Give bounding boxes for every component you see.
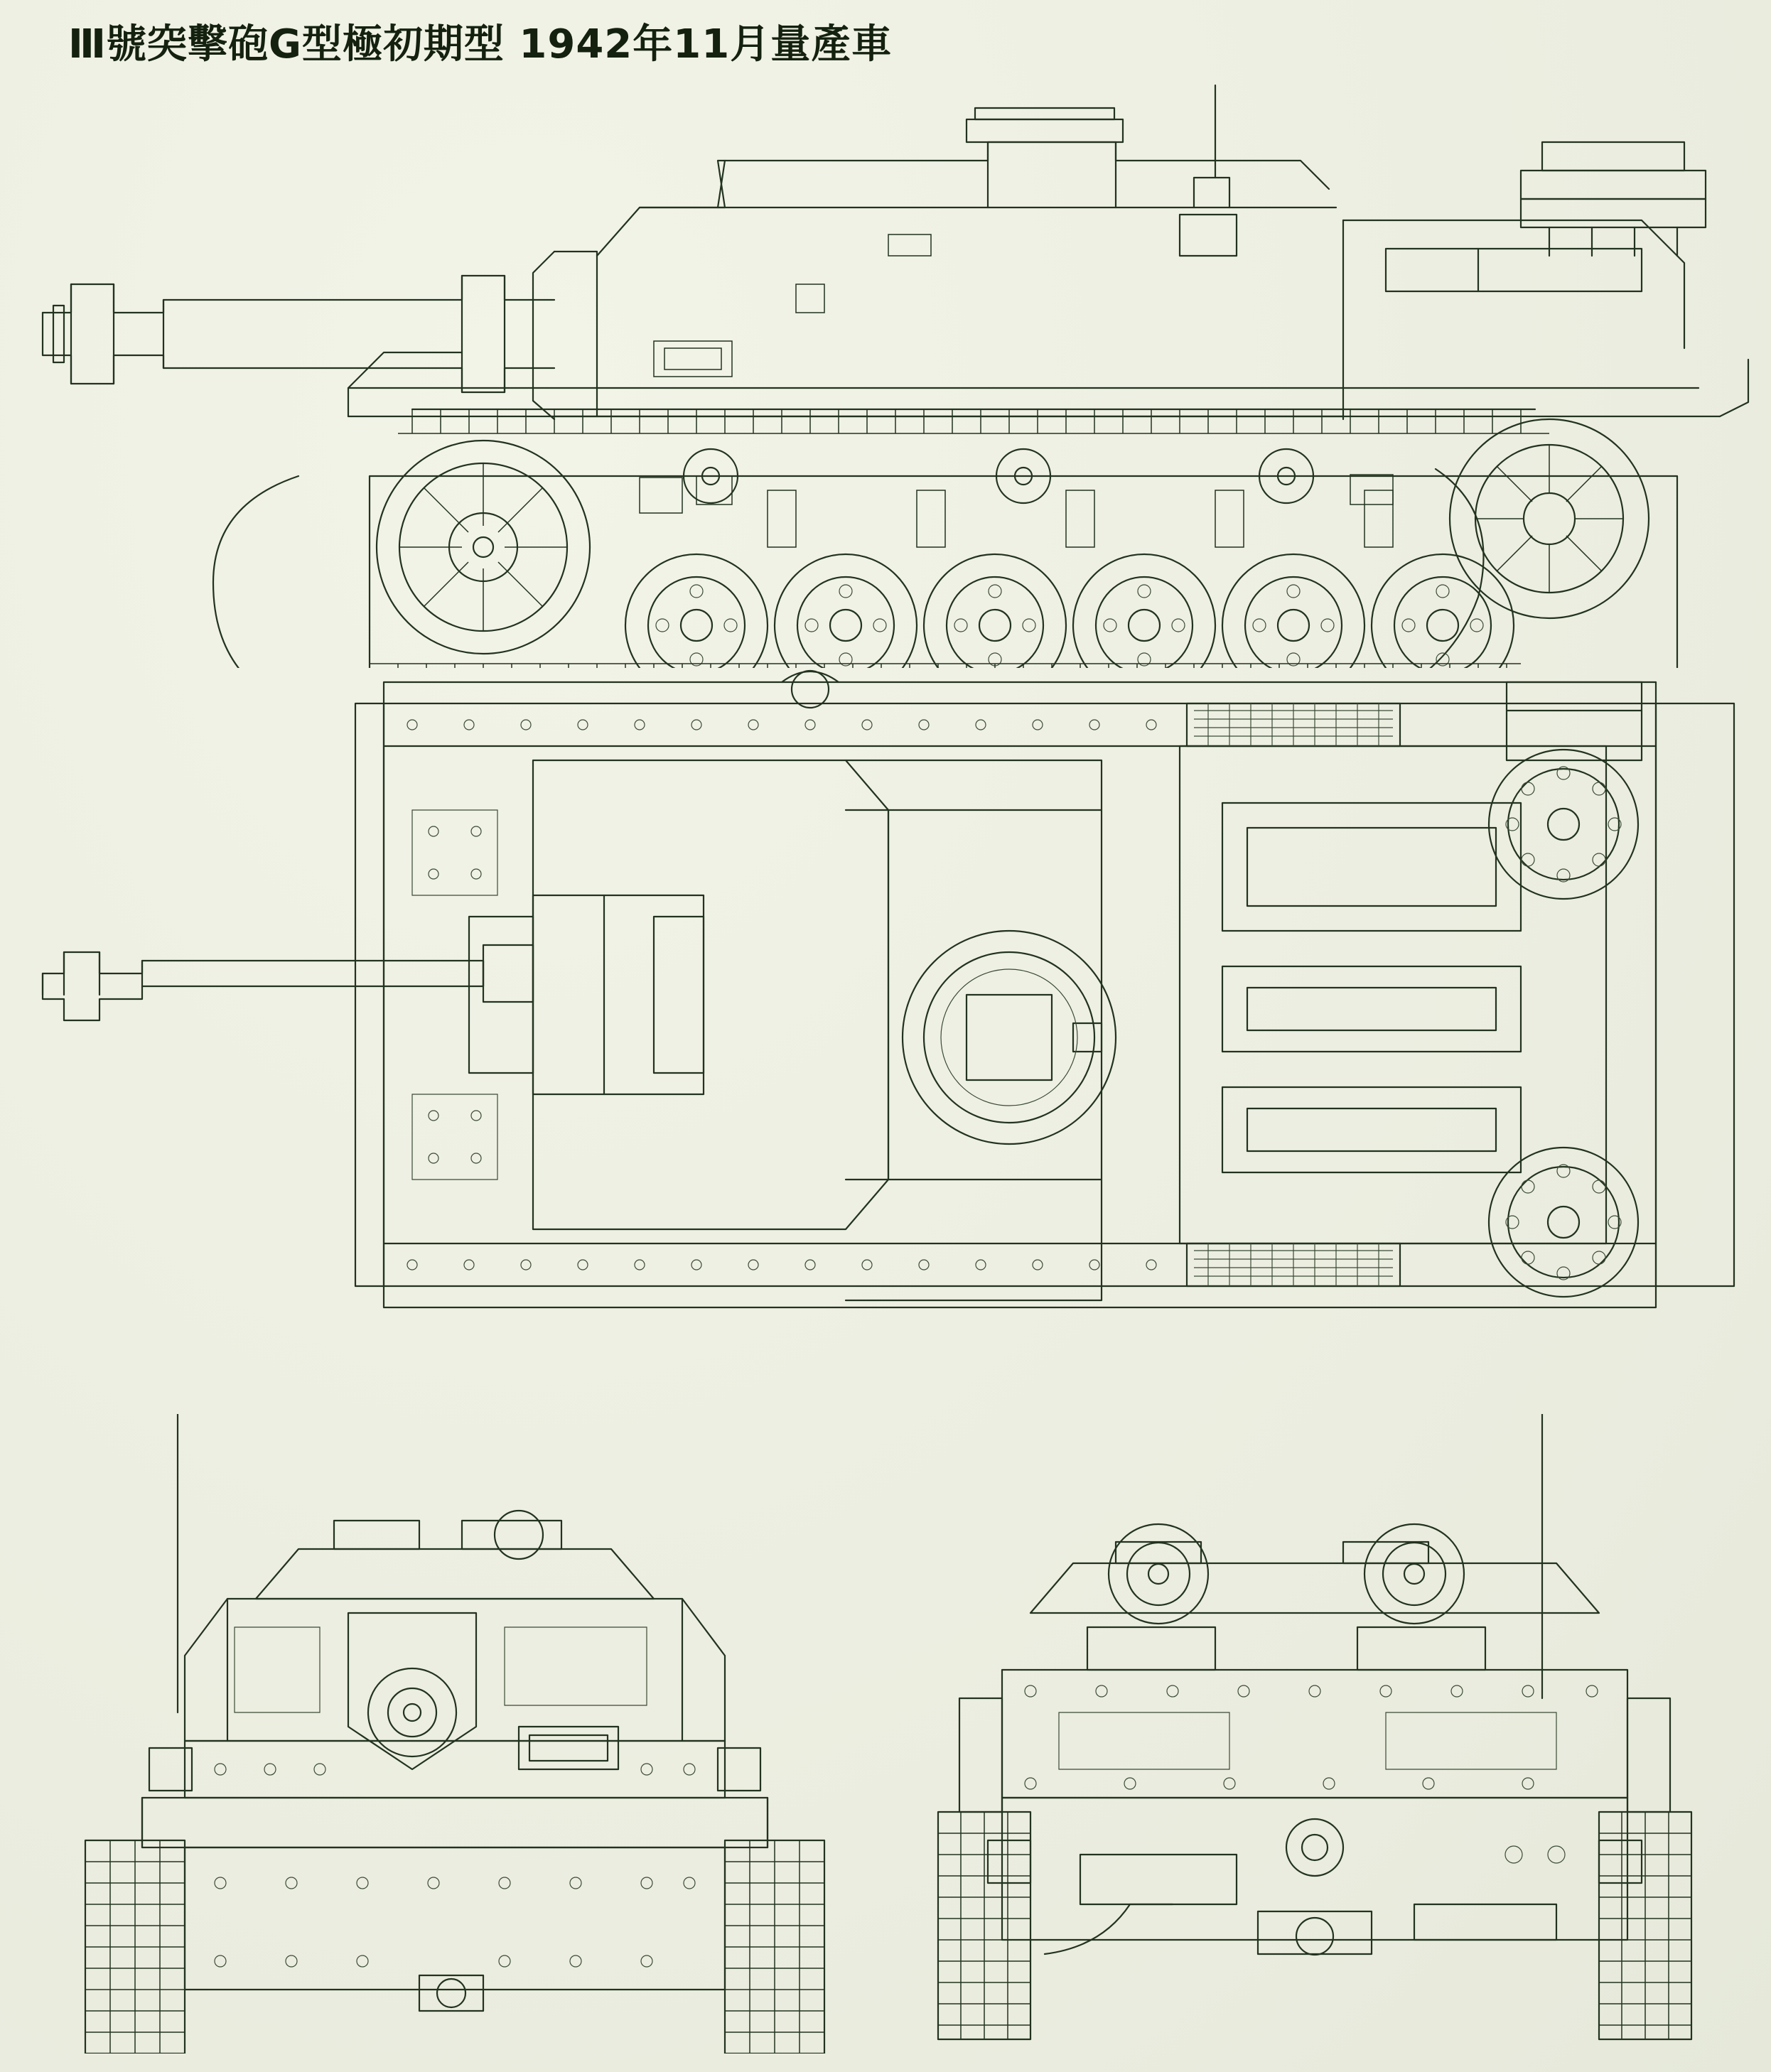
rear-elevation-view <box>917 1414 1713 2054</box>
top-plan-view <box>14 661 1755 1400</box>
front-elevation-view <box>64 1414 846 2054</box>
page-title: Ⅲ號突擊砲G型極初期型 1942年11月量產車 <box>68 21 893 68</box>
side-elevation-view <box>14 78 1755 668</box>
